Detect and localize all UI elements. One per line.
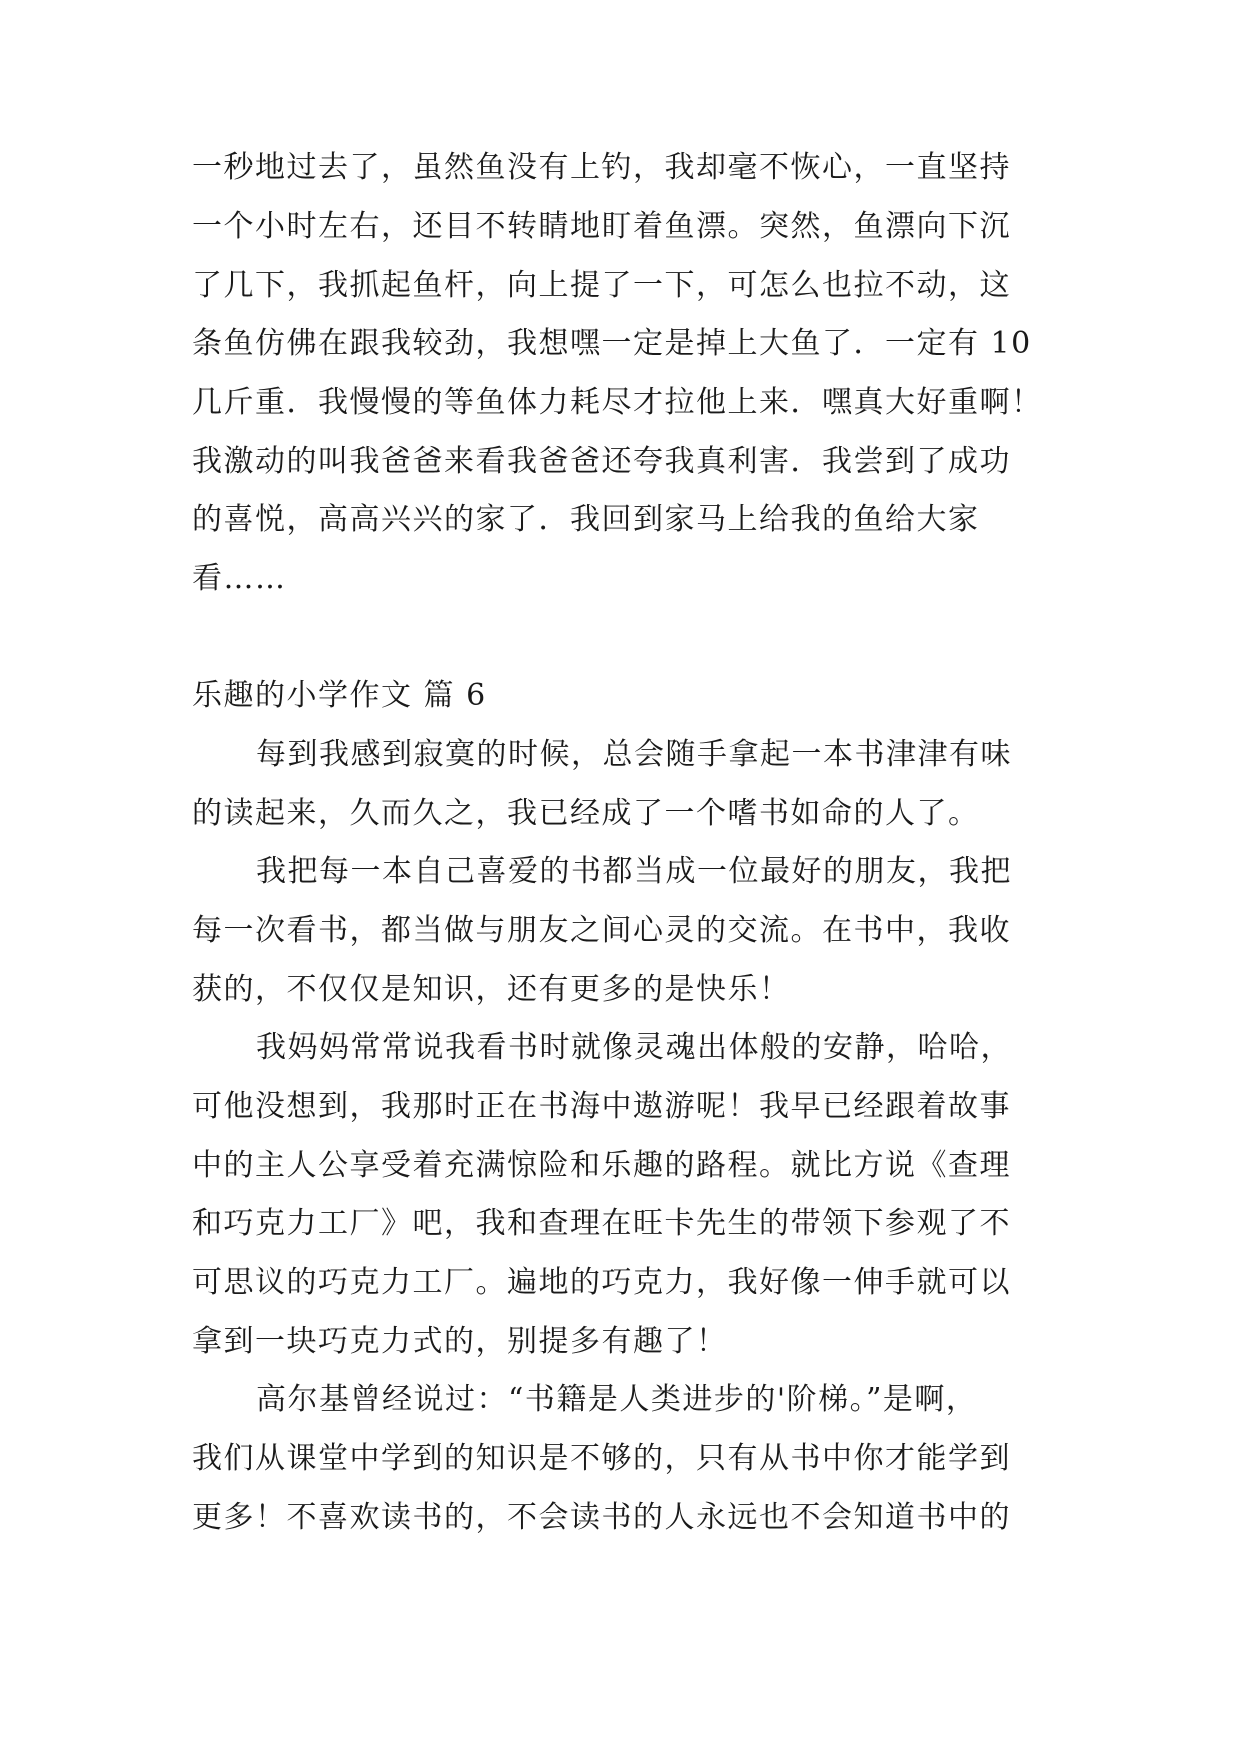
text-line: 一秒地过去了，虽然鱼没有上钓，我却毫不恢心，一直坚持 [192, 150, 1011, 185]
text-line: 拿到一块巧克力式的，别提多有趣了！ [192, 1324, 728, 1359]
paragraph-first-line: 我妈妈常常说我看书时就像灵魂出体般的安静，哈哈， [256, 1030, 1012, 1065]
text-line: 更多！不喜欢读书的，不会读书的人永远也不会知道书中的 [192, 1500, 1011, 1535]
text-line: 和巧克力工厂》吧，我和查理在旺卡先生的带领下参观了不 [192, 1206, 1011, 1241]
text-line: 的读起来，久而久之，我已经成了一个嗜书如命的人了。 [192, 796, 980, 831]
text-line: 的喜悦，高高兴兴的家了．我回到家马上给我的鱼给大家 [192, 502, 980, 537]
text-line: 获的，不仅仅是知识，还有更多的是快乐！ [192, 972, 791, 1007]
text-line: 条鱼仿佛在跟我较劲，我想嘿一定是掉上大鱼了．一定有 10 [192, 326, 1032, 361]
paragraph-first-line: 高尔基曾经说过：“书籍是人类进步的'阶梯。”是啊， [256, 1382, 978, 1417]
text-line: 可他没想到，我那时正在书海中遨游呢！我早已经跟着故事 [192, 1089, 1011, 1124]
text-line: 看…… [192, 561, 287, 596]
section-title: 乐趣的小学作文 篇 6 [192, 678, 487, 713]
text-line: 了几下，我抓起鱼杆，向上提了一下，可怎么也拉不动，这 [192, 268, 1011, 303]
text-line: 中的主人公享受着充满惊险和乐趣的路程。就比方说《查理 [192, 1148, 1011, 1183]
paragraph-first-line: 每到我感到寂寞的时候，总会随手拿起一本书津津有味 [256, 737, 1012, 772]
text-line: 我激动的叫我爸爸来看我爸爸还夸我真利害．我尝到了成功 [192, 444, 1011, 479]
text-line: 一个小时左右，还目不转睛地盯着鱼漂。突然，鱼漂向下沉 [192, 209, 1011, 244]
text-line: 可思议的巧克力工厂。遍地的巧克力，我好像一伸手就可以 [192, 1265, 1011, 1300]
paragraph-first-line: 我把每一本自己喜爱的书都当成一位最好的朋友，我把 [256, 854, 1012, 889]
text-line: 几斤重．我慢慢的等鱼体力耗尽才拉他上来．嘿真大好重啊！ [192, 385, 1043, 420]
text-line: 我们从课堂中学到的知识是不够的，只有从书中你才能学到 [192, 1441, 1011, 1476]
text-line: 每一次看书，都当做与朋友之间心灵的交流。在书中，我收 [192, 913, 1011, 948]
